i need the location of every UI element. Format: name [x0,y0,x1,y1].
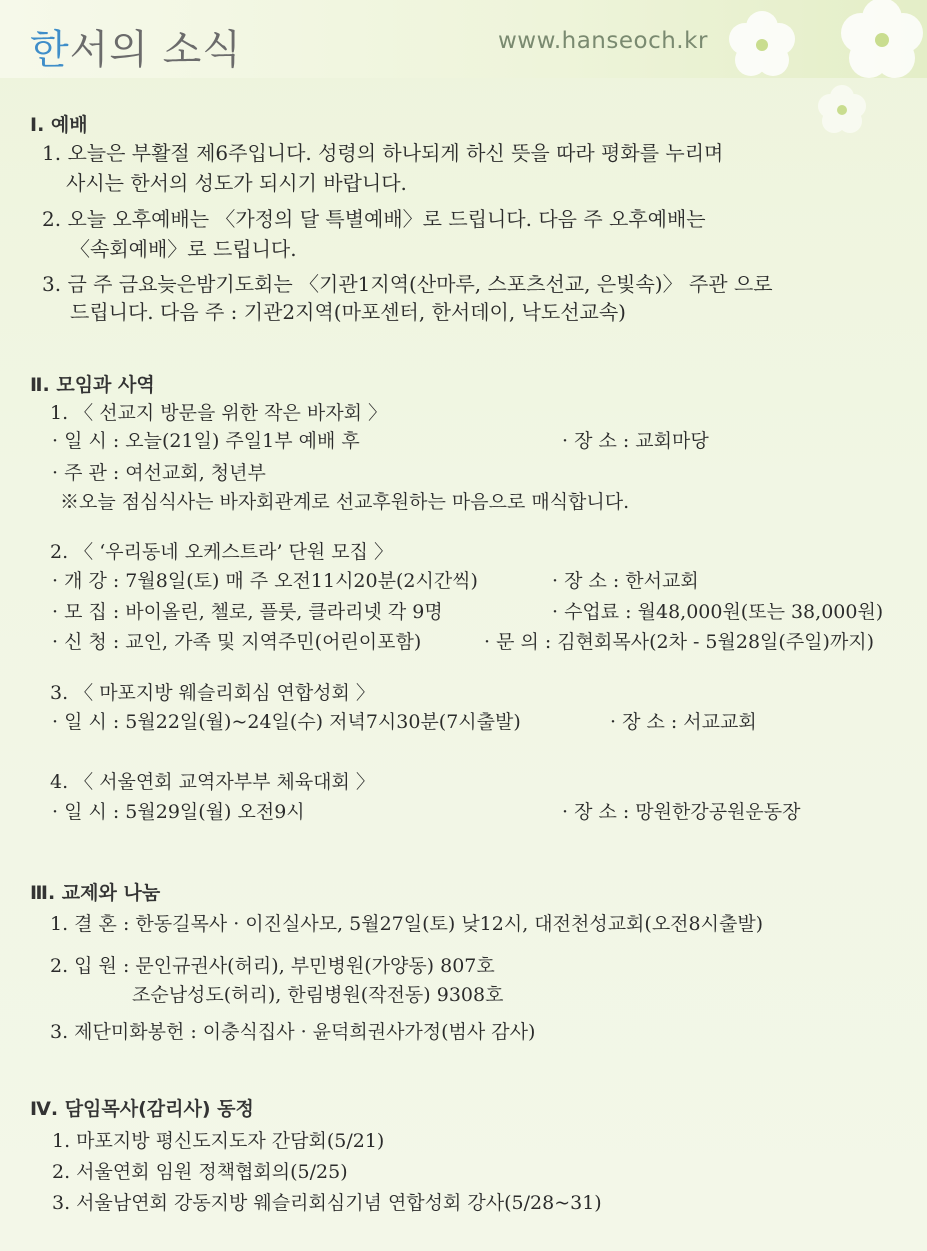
section-heading-fellowship: Ⅲ. 교제와 나눔 [30,882,161,904]
orchestra-apply: · 신 청 : 교인, 가족 및 지역주민(어린이포함) [52,631,422,653]
pastor-item-1: 1. 마포지방 평신도지도자 간담회(5/21) [52,1130,385,1152]
flower-decoration [667,0,927,140]
wesley-rally-place: · 장 소 : 서교교회 [610,711,757,733]
wesley-rally-title: 3. 〈 마포지방 웨슬리회심 연합성회 〉 [50,682,375,704]
worship-item-3: 3. 금 주 금요늦은밤기도회는 〈기관1지역(산마루, 스포츠선교, 은빛속)〉 주관 으로 [42,272,773,296]
worship-item-2: 2. 오늘 오후예배는 〈가정의 달 특별예배〉로 드립니다. 다음 주 오후예배는 [42,207,706,231]
fellowship-item-1: 1. 결 혼 : 한동길목사 · 이진실사모, 5월27일(토) 낮12시, 대전천성교회(오전8시출발) [50,913,764,935]
sports-day-date: · 일 시 : 5월29일(월) 오전9시 [52,801,305,823]
bazaar-title: 1. 〈 선교지 방문을 위한 작은 바자회 〉 [50,402,388,424]
orchestra-inquiry: · 문 의 : 김현회목사(2차 - 5월28일(주일)까지) [484,631,875,653]
orchestra-recruit: · 모 집 : 바이올린, 첼로, 플룻, 클라리넷 각 9명 [52,601,443,623]
orchestra-place: · 장 소 : 한서교회 [552,570,699,592]
orchestra-start: · 개 강 : 7월8일(토) 매 주 오전11시20분(2시간씩) [52,570,478,592]
newsletter-title: 한서의 소식 [30,27,242,73]
orchestra-fee: · 수업료 : 월48,000원(또는 38,000원) [552,601,884,623]
worship-item-2-cont: 〈속회예배〉로 드립니다. [70,237,297,261]
bazaar-note: ※오늘 점심식사는 바자회관계로 선교후원하는 마음으로 매식합니다. [60,491,630,513]
pastor-item-3: 3. 서울남연회 강동지방 웨슬리회심기념 연합성회 강사(5/28~31) [52,1192,602,1214]
sports-day-title: 4. 〈 서울연회 교역자부부 체육대회 〉 [50,771,375,793]
orchestra-title: 2. 〈 ‘우리동네 오케스트라’ 단원 모집 〉 [50,541,394,563]
fellowship-item-3: 3. 제단미화봉헌 : 이충식집사 · 윤덕희권사가정(범사 감사) [50,1021,536,1043]
sports-day-place: · 장 소 : 망원한강공원운동장 [562,801,801,823]
bazaar-date: · 일 시 : 오늘(21일) 주일1부 예배 후 [52,430,360,452]
section-heading-worship: Ⅰ. 예배 [30,114,88,136]
fellowship-item-2: 2. 입 원 : 문인규권사(허리), 부민병원(가양동) 807호 [50,955,495,977]
website-url: www.hanseoch.kr [498,28,708,54]
wesley-rally-date: · 일 시 : 5월22일(월)~24일(수) 저녁7시30분(7시출발) [52,711,521,733]
worship-item-1: 1. 오늘은 부활절 제6주입니다. 성령의 하나되게 하신 뜻을 따라 평화를 누리며 [42,141,724,165]
bazaar-host: · 주 관 : 여선교회, 청년부 [52,462,266,484]
pastor-item-2: 2. 서울연회 임원 정책협회의(5/25) [52,1161,348,1183]
worship-item-1-cont: 사시는 한서의 성도가 되시기 바랍니다. [66,171,407,195]
fellowship-item-2-cont: 조순남성도(허리), 한림병원(작전동) 9308호 [132,984,504,1006]
bazaar-place: · 장 소 : 교회마당 [562,430,709,452]
section-heading-meetings: Ⅱ. 모임과 사역 [30,374,155,396]
worship-item-3-cont: 드립니다. 다음 주 : 기관2지역(마포센터, 한서데이, 낙도선교속) [70,300,626,324]
section-heading-pastor: Ⅳ. 담임목사(감리사) 동정 [30,1098,254,1120]
